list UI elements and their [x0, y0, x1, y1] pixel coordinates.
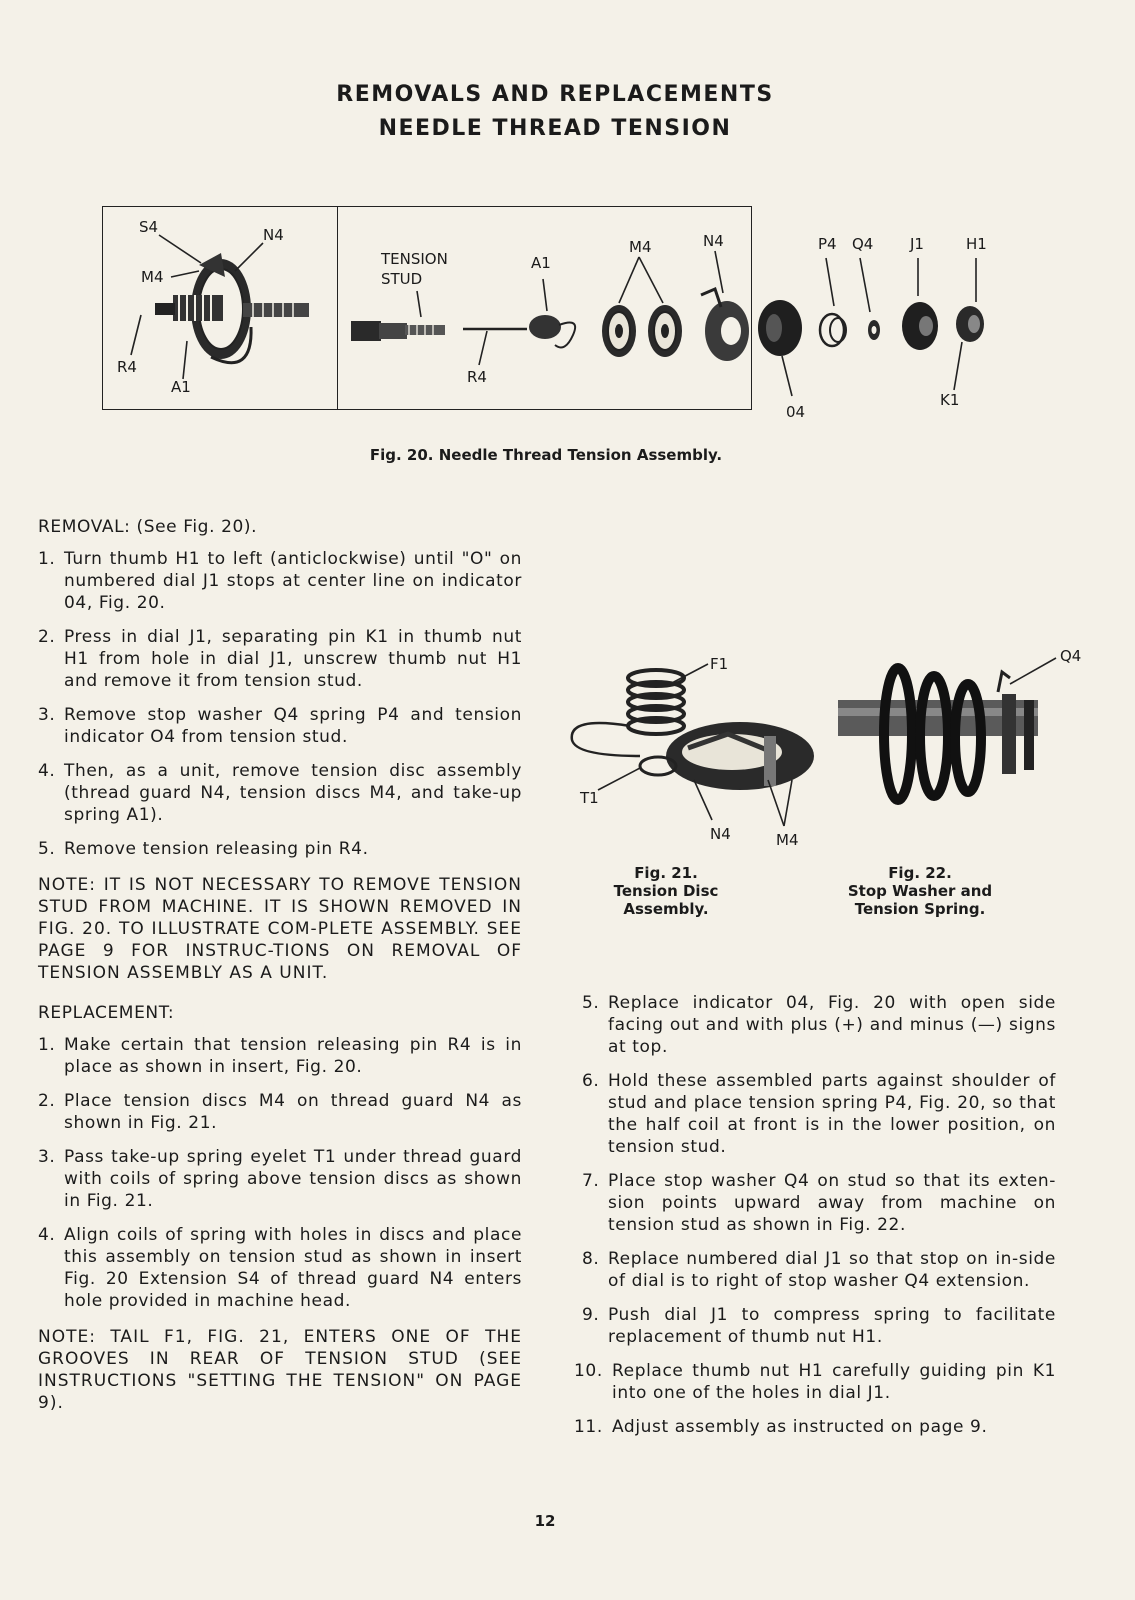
step-number: 6. [582, 1071, 600, 1091]
figure-22-caption-line1: Fig. 22. [888, 864, 952, 882]
label-m4-fig21: M4 [776, 831, 799, 849]
step-number: 1. [38, 549, 56, 569]
step-text: Replace indicator 04, Fig. 20 with open side facing out and with plus (+) and minus (—) signs at top. [608, 993, 1056, 1057]
step-number: 9. [582, 1305, 600, 1325]
replacement-step [582, 992, 1056, 1058]
label-h1: H1 [966, 235, 987, 253]
step-text: Place stop washer Q4 on stud so that its exten-sion points upward away from machine on tension stud as shown in Fig. 22. [608, 1171, 1056, 1235]
step-number: 10. [574, 1361, 603, 1381]
label-r4-exploded: R4 [467, 368, 487, 386]
replacement-step [574, 1416, 1056, 1438]
step-text: Adjust assembly as instructed on page 9. [612, 1417, 988, 1437]
figure-22-caption [830, 864, 1010, 918]
label-q4-fig22: Q4 [1060, 647, 1082, 665]
replacement-step [38, 1090, 522, 1134]
replacement-step [582, 1070, 1056, 1158]
step-text: Replace thumb nut H1 carefully guiding pin K1 into one of the holes in dial J1. [612, 1361, 1056, 1403]
step-text: Turn thumb H1 to left (anticlockwise) until "O" on numbered dial J1 stops at center line on indicator 04, Fig. 20. [64, 549, 522, 613]
step-text: Hold these assembled parts against shoulder of stud and place tension spring P4, Fig. 20, so that the half coil at front is in the lower position, on tension stud. [608, 1071, 1056, 1157]
figure-22-illustration [838, 650, 1078, 830]
step-text: Pass take-up spring eyelet T1 under thread guard with coils of spring above tension discs as shown in Fig. 21. [64, 1147, 522, 1211]
step-number: 7. [582, 1171, 600, 1191]
figure-21-caption-line3: Assembly. [623, 900, 709, 918]
page-title: REMOVALS AND REPLACEMENTS [336, 82, 774, 107]
step-number: 5. [582, 993, 600, 1013]
removal-heading: REMOVAL: (See Fig. 20). [38, 517, 258, 537]
label-n4: N4 [263, 226, 284, 244]
label-m4: M4 [141, 268, 164, 286]
figure-22-caption-line3: Tension Spring. [854, 900, 986, 918]
step-text: Push dial J1 to compress spring to facilitate replacement of thumb nut H1. [608, 1305, 1056, 1347]
step-number: 3. [38, 1147, 56, 1167]
figure-20-caption: Fig. 20. Needle Thread Tension Assembly. [369, 446, 723, 464]
removal-step [38, 626, 522, 692]
step-text: Remove tension releasing pin R4. [64, 839, 369, 859]
label-a1-exploded: A1 [531, 254, 551, 272]
label-s4: S4 [139, 218, 159, 236]
step-number: 8. [582, 1249, 600, 1269]
replacement-step [582, 1248, 1056, 1292]
replacement-step [38, 1146, 522, 1212]
replacement-step [582, 1304, 1056, 1348]
figure-21-caption-line2: Tension Disc [613, 882, 719, 900]
label-f1: F1 [710, 655, 729, 673]
step-text: Remove stop washer Q4 spring P4 and tension indicator O4 from tension stud. [64, 705, 522, 747]
step-number: 3. [38, 705, 56, 725]
removal-note: NOTE: IT IS NOT NECESSARY TO REMOVE TENSION STUD FROM MACHINE. IT IS SHOWN REMOVED IN FIG. 20. TO ILLUSTRATE COM-PLETE ASSEMBLY. SEE PAGE 9 FOR INSTRUC-TIONS ON REMOVAL OF TENSION ASSEMBLY AS A UNIT. [38, 875, 522, 983]
step-text: Press in dial J1, separating pin K1 in thumb nut H1 from hole in dial J1, unscrew thumb nut H1 and remove it from tension stud. [64, 627, 522, 691]
step-text: Align coils of spring with holes in discs and place this assembly on tension stud as shown in insert Fig. 20 Extension S4 of thread guard N4 enters hole provided in machine head. [64, 1225, 522, 1311]
label-tension-stud-1: TENSION [381, 250, 448, 268]
label-t1: T1 [580, 789, 599, 807]
replacement-note: NOTE: TAIL F1, FIG. 21, ENTERS ONE OF THE GROOVES IN REAR OF TENSION STUD (SEE INSTRUCTIONS "SETTING THE TENSION" ON PAGE 9). [38, 1327, 522, 1413]
step-text: Make certain that tension releasing pin R4 is in place as shown in insert, Fig. 20. [64, 1035, 522, 1077]
step-number: 4. [38, 761, 56, 781]
label-tension-stud-2: STUD [381, 270, 423, 288]
dial-parts-illustration [752, 260, 1012, 380]
label-p4: P4 [818, 235, 837, 253]
figure-20 [102, 206, 752, 410]
label-a1: A1 [171, 378, 191, 396]
figure-22-caption-line2: Stop Washer and [847, 882, 993, 900]
page-number: 12 [534, 1512, 556, 1530]
step-number: 2. [38, 627, 56, 647]
removal-step [38, 548, 522, 614]
figure-21-caption-line1: Fig. 21. [634, 864, 698, 882]
replacement-step [38, 1224, 522, 1312]
label-o4: 04 [786, 403, 806, 421]
step-number: 5. [38, 839, 56, 859]
left-column [38, 516, 522, 1432]
label-j1: J1 [910, 235, 924, 253]
step-number: 1. [38, 1035, 56, 1055]
step-number: 11. [574, 1417, 603, 1437]
replacement-step [574, 1360, 1056, 1404]
label-n4-fig21: N4 [710, 825, 731, 843]
right-column [574, 992, 1056, 1450]
step-number: 2. [38, 1091, 56, 1111]
replacement-step [38, 1034, 522, 1078]
step-number: 4. [38, 1225, 56, 1245]
label-k1: K1 [940, 391, 960, 409]
step-text: Replace numbered dial J1 so that stop on in-side of dial is to right of stop washer Q4 extension. [608, 1249, 1056, 1291]
step-text: Then, as a unit, remove tension disc assembly (thread guard N4, tension discs M4, and take-up spring A1). [64, 761, 522, 825]
page-subtitle: NEEDLE THREAD TENSION [378, 116, 732, 141]
removal-step [38, 760, 522, 826]
step-text: Place tension discs M4 on thread guard N4 as shown in Fig. 21. [64, 1091, 522, 1133]
removal-step [38, 838, 522, 860]
removal-step [38, 704, 522, 748]
figure-21-caption [586, 864, 746, 918]
label-r4: R4 [117, 358, 137, 376]
replacement-heading: REPLACEMENT: [38, 1003, 175, 1023]
label-q4: Q4 [852, 235, 874, 253]
figure-21-illustration [568, 656, 828, 846]
exploded-parts-illustration [103, 207, 753, 411]
label-m4-exploded: M4 [629, 238, 652, 256]
label-n4-exploded: N4 [703, 232, 724, 250]
replacement-step [582, 1170, 1056, 1236]
